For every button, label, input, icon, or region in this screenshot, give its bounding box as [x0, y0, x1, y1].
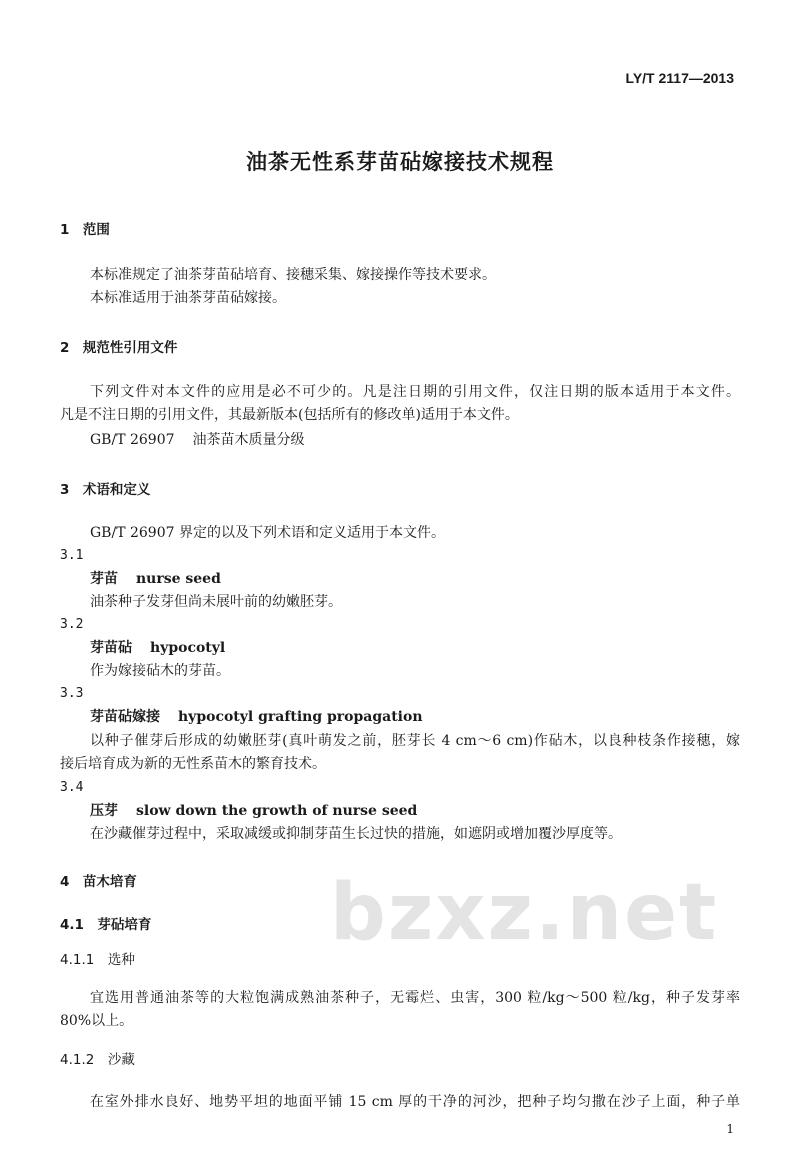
section-heading-4: 4 苗木培育: [60, 874, 137, 890]
normative-reference: [90, 431, 305, 449]
paragraph: 本标准适用于油茶芽苗砧嫁接。: [90, 290, 286, 306]
section-heading-2: 2 规范性引用文件: [60, 340, 178, 356]
term-definition: 在沙藏催芽过程中，采取减缓或抑制芽苗生长过快的措施，如遮阴或增加覆沙厚度等。: [90, 826, 622, 842]
term-zh: 芽苗: [90, 571, 118, 587]
term-zh: 压芽: [90, 803, 118, 819]
term-definition: 作为嫁接砧木的芽苗。: [90, 663, 230, 679]
subsection-heading: 4.1.2 沙藏: [60, 1052, 135, 1068]
paragraph: 80%以上。: [60, 1013, 134, 1029]
paragraph: 凡是不注日期的引用文件，其最新版本(包括所有的修改单)适用于本文件。: [60, 407, 519, 423]
subsection-heading: 4.1 芽砧培育: [60, 917, 152, 933]
section-heading-1: 1 范围: [60, 222, 110, 238]
term-entry: [90, 802, 417, 820]
term-number: 3.4: [60, 780, 84, 795]
reference-title: 油茶苗木质量分级: [192, 432, 305, 448]
section-heading-3: 3 术语和定义: [60, 482, 151, 498]
paragraph: 在室外排水良好、地势平坦的地面平铺 15 cm 厚的干净的河沙，把种子均匀撒在沙子上面，种子单: [90, 1094, 740, 1110]
term-entry: [90, 570, 221, 588]
term-definition: 油茶种子发芽但尚未展叶前的幼嫩胚芽。: [90, 594, 342, 610]
paragraph: 本标准规定了油茶芽苗砧培育、接穗采集、嫁接操作等技术要求。: [90, 267, 496, 283]
term-number: 3.2: [60, 617, 84, 632]
term-definition: 以种子催芽后形成的幼嫩胚芽(真叶萌发之前，胚芽长 4 cm～6 cm)作砧木，以良种枝条作接穗，嫁: [90, 733, 740, 749]
subsection-heading: 4.1.1 选种: [60, 952, 135, 968]
standard-number: LY/T 2117—2013: [625, 70, 734, 86]
term-entry: [90, 639, 225, 657]
term-definition: 接后培育成为新的无性系苗木的繁育技术。: [60, 756, 326, 772]
term-en: slow down the growth of nurse seed: [136, 803, 418, 819]
document-title: 油茶无性系芽苗砧嫁接技术规程: [246, 150, 554, 174]
watermark: bzxz.net: [330, 868, 719, 958]
term-en: nurse seed: [136, 571, 221, 587]
term-en: hypocotyl grafting propagation: [178, 709, 423, 725]
term-number: 3.3: [60, 686, 84, 701]
paragraph: 下列文件对本文件的应用是必不可少的。凡是注日期的引用文件，仅注日期的版本适用于本文件。: [90, 384, 740, 400]
term-entry: [90, 708, 423, 726]
page-number: 1: [726, 1122, 734, 1136]
term-en: hypocotyl: [150, 640, 226, 656]
term-zh: 芽苗砧: [90, 640, 132, 656]
reference-code: GB/T 26907: [90, 432, 175, 448]
paragraph: 宜选用普通油茶等的大粒饱满成熟油茶种子，无霉烂、虫害，300 粒/kg～500 粒/kg，种子发芽率: [90, 990, 740, 1006]
term-number: 3.1: [60, 548, 84, 563]
term-zh: 芽苗砧嫁接: [90, 709, 160, 725]
paragraph: GB/T 26907 界定的以及下列术语和定义适用于本文件。: [90, 525, 445, 541]
